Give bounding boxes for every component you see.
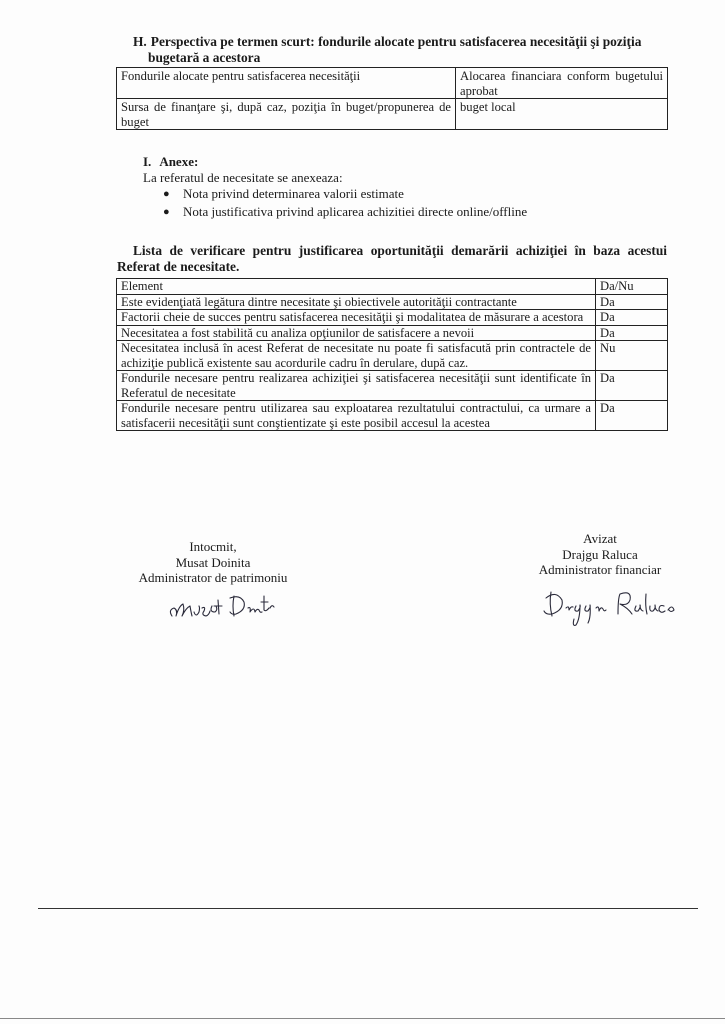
signature-block-prepared-by [127, 539, 299, 586]
checklist-answer-cell: Nu [596, 341, 668, 371]
table-header-row [117, 279, 668, 295]
funds-value-cell: Alocarea financiara conform bugetului aprobat [456, 68, 668, 99]
annex-list [146, 186, 527, 222]
section-h-number: H. [133, 34, 147, 49]
table-row [117, 371, 668, 401]
approved-by-name: Drajgu Raluca [562, 546, 638, 562]
section-i-heading [143, 154, 527, 170]
prepared-by-name: Musat Doinita [175, 554, 251, 570]
handwritten-signature-left [160, 582, 280, 630]
section-i [143, 154, 528, 222]
funds-label-cell: Fondurile alocate pentru satisfacerea necesităţii [117, 68, 456, 99]
funds-table [116, 67, 668, 130]
handwritten-signature-right [540, 582, 680, 632]
table-row [117, 401, 668, 431]
table-row [117, 99, 668, 130]
annex-item-label: Nota privind determinarea valorii estimate [183, 186, 404, 201]
list-item [161, 186, 527, 204]
section-h-title-line1: Perspectiva pe termen scurt: fondurile alocate pentru satisfacerea necesităţii şi poziţia [150, 34, 642, 49]
source-label-cell: Sursa de finanţare şi, după caz, poziţia în buget/propunerea de buget [117, 99, 456, 130]
checklist-answer-cell: Da [596, 310, 668, 326]
section-i-number: I. [143, 154, 152, 169]
column-header-element: Element [117, 279, 596, 295]
list-item [161, 204, 527, 222]
page-bottom-edge [0, 1018, 725, 1019]
bullet-icon: ● [163, 188, 170, 200]
checklist-element-cell: Necesitatea inclusă în acest Referat de necesitate nu poate fi satisfacută prin contractele de achiziţie publică existente sau acordurile cadru în derulare, după caz. [117, 341, 596, 371]
checklist-title-line2: Referat de necesitate. [117, 259, 240, 274]
checklist-table [116, 278, 668, 431]
footer-divider [38, 908, 698, 909]
section-h-heading [133, 34, 673, 66]
checklist-answer-cell: Da [596, 325, 668, 341]
checklist-answer-cell: Da [596, 371, 668, 401]
checklist-heading [117, 243, 667, 275]
checklist-element-cell: Factorii cheie de succes pentru satisfacerea necesităţii şi modalitatea de măsurare a acestora [117, 310, 596, 326]
checklist-answer-cell: Da [596, 294, 668, 310]
checklist-element-cell: Este evidenţiată legătura dintre necesitate şi obiectivele autorităţii contractante [117, 294, 596, 310]
table-row [117, 68, 668, 99]
prepared-by-label: Intocmit, [189, 539, 237, 554]
column-header-answer: Da/Nu [596, 279, 668, 295]
table-row [117, 310, 668, 326]
approved-by-role: Administrator financiar [538, 562, 662, 577]
source-value-cell: buget local [456, 99, 668, 130]
table-row [117, 341, 668, 371]
signature-block-approved-by [500, 531, 700, 578]
section-i-intro: La referatul de necesitate se anexeaza: [143, 170, 343, 185]
checklist-title-line1: Lista de verificare pentru justificarea oportunităţii demarării achiziţiei în baza acestui [133, 243, 667, 258]
checklist-answer-cell: Da [596, 401, 668, 431]
section-i-title: Anexe: [159, 154, 199, 169]
table-row [117, 325, 668, 341]
checklist-element-cell: Fondurile necesare pentru realizarea achiziţiei şi satisfacerea necesităţii sunt identificate în Referatul de necesitate [117, 371, 596, 401]
bullet-icon: ● [163, 206, 170, 218]
checklist-element-cell: Fondurile necesare pentru utilizarea sau exploatarea rezultatului contractului, ca urmare a satisfacerii necesităţii sunt conştientizate şi este posibil accesul la acestea [117, 401, 596, 431]
approved-by-label: Avizat [583, 531, 617, 546]
annex-item-label: Nota justificativa privind aplicarea achizitiei directe online/offline [183, 204, 528, 219]
prepared-by-role: Administrator de patrimoniu [138, 570, 288, 585]
table-row [117, 294, 668, 310]
section-h-title-line2: bugetară a acestora [148, 50, 261, 65]
checklist-element-cell: Necesitatea a fost stabilită cu analiza opţiunilor de satisfacere a nevoii [117, 325, 596, 341]
